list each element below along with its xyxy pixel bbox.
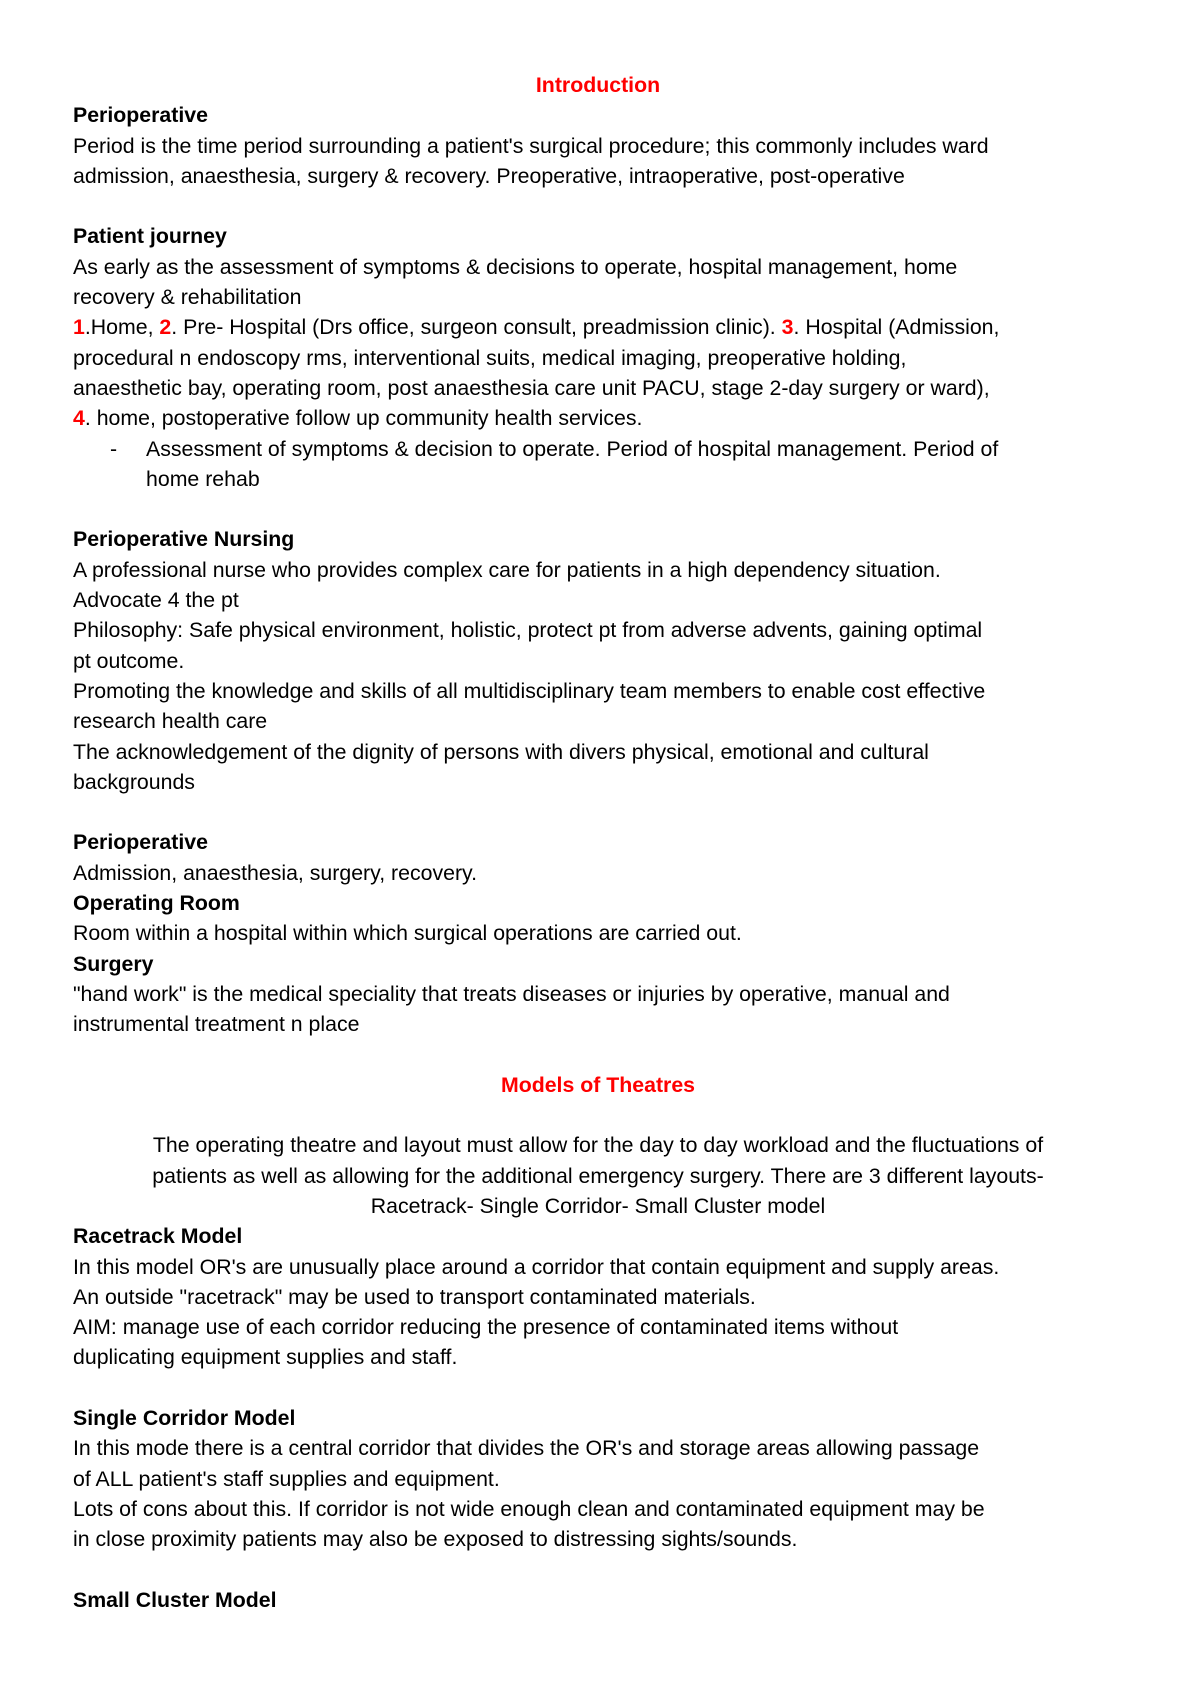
nursing-text-line: The acknowledgement of the dignity of persons with divers physical, emotional and cultural: [73, 739, 929, 764]
models-intro-line: patients as well as allowing for the additional emergency surgery. There are 3 different layouts-: [152, 1163, 1044, 1188]
nursing-text-line: Promoting the knowledge and skills of all multidisciplinary team members to enable cost effective: [73, 678, 986, 703]
single-corridor-text-line: in close proximity patients may also be exposed to distressing sights/sounds.: [73, 1527, 798, 1552]
perioperative-nursing-heading: Perioperative Nursing: [73, 527, 295, 552]
step-text: . Hospital (Admission,: [793, 315, 1000, 340]
step-text: . home, postoperative follow up community health services.: [84, 406, 643, 431]
single-corridor-text-line: Lots of cons about this. If corridor is not wide enough clean and contaminated equipment may be: [73, 1496, 985, 1521]
operating-room-text: Room within a hospital within which surgical operations are carried out.: [73, 921, 742, 946]
bullet-text-line: Assessment of symptoms & decision to operate. Period of hospital management. Period of: [146, 436, 999, 461]
bullet-dash: -: [110, 436, 118, 461]
single-corridor-text-line: of ALL patient's staff supplies and equipment.: [73, 1466, 500, 1491]
operating-room-heading: Operating Room: [73, 891, 240, 916]
journey-steps-line-2: procedural n endoscopy rms, interventional suits, medical imaging, preoperative holding,: [73, 345, 907, 370]
nursing-text-line: backgrounds: [73, 769, 195, 794]
perioperative-text-line: admission, anaesthesia, surgery & recovery. Preoperative, intraoperative, post-operative: [73, 163, 905, 188]
models-of-theatres-title: Models of Theatres: [500, 1072, 696, 1097]
racetrack-text-line: AIM: manage use of each corridor reducing the presence of contaminated items without: [73, 1315, 899, 1340]
step-text: .Home,: [84, 315, 160, 340]
racetrack-text-line: In this model OR's are unusually place around a corridor that contain equipment and supply areas.: [73, 1254, 1000, 1279]
nursing-text-line: Advocate 4 the pt: [73, 588, 239, 613]
nursing-text-line: pt outcome.: [73, 648, 185, 673]
single-corridor-text-line: In this mode there is a central corridor that divides the OR's and storage areas allowing passage: [73, 1436, 980, 1461]
models-intro-line: The operating theatre and layout must allow for the day to day workload and the fluctuations of: [152, 1133, 1044, 1158]
nursing-text-line: A professional nurse who provides complex care for patients in a high dependency situation.: [73, 557, 941, 582]
step-number: 3: [781, 315, 794, 340]
step-number: 1: [73, 315, 85, 340]
journey-steps-line-3: anaesthetic bay, operating room, post anaesthesia care unit PACU, stage 2-day surgery or ward),: [73, 375, 990, 400]
single-corridor-model-heading: Single Corridor Model: [73, 1406, 296, 1431]
racetrack-model-heading: Racetrack Model: [73, 1224, 243, 1249]
journey-steps-line-1: [73, 312, 1143, 342]
bullet-text-line: home rehab: [146, 466, 260, 491]
perioperative-heading: Perioperative: [73, 103, 208, 128]
racetrack-text-line: An outside "racetrack" may be used to transport contaminated materials.: [73, 1284, 756, 1309]
nursing-text-line: research health care: [73, 709, 268, 734]
nursing-text-line: Philosophy: Safe physical environment, holistic, protect pt from adverse advents, gaining optimal: [73, 618, 983, 643]
models-intro-line: Racetrack- Single Corridor- Small Cluster model: [370, 1193, 826, 1218]
perioperative-text-2: Admission, anaesthesia, surgery, recovery.: [73, 860, 478, 885]
step-text: . Pre- Hospital (Drs office, surgeon consult, preadmission clinic).: [171, 315, 782, 340]
patient-journey-text-line: As early as the assessment of symptoms & decisions to operate, hospital management, home: [73, 254, 958, 279]
small-cluster-model-heading: Small Cluster Model: [73, 1587, 277, 1612]
surgery-text-line: "hand work" is the medical speciality that treats diseases or injuries by operative, manual and: [73, 981, 950, 1006]
step-number: 2: [159, 315, 172, 340]
document-page: [73, 70, 1143, 1615]
surgery-text-line: instrumental treatment n place: [73, 1012, 360, 1037]
patient-journey-heading: Patient journey: [73, 224, 227, 249]
introduction-title: Introduction: [535, 73, 661, 97]
perioperative-heading-2: Perioperative: [73, 830, 208, 855]
perioperative-text-line: Period is the time period surrounding a patient's surgical procedure; this commonly includes ward: [73, 133, 989, 158]
bullet-item: [73, 434, 1143, 495]
surgery-heading: Surgery: [73, 951, 154, 976]
step-number: 4: [73, 406, 85, 431]
patient-journey-text-line: recovery & rehabilitation: [73, 285, 302, 310]
journey-steps-line-4: [73, 403, 1143, 433]
racetrack-text-line: duplicating equipment supplies and staff.: [73, 1345, 458, 1370]
